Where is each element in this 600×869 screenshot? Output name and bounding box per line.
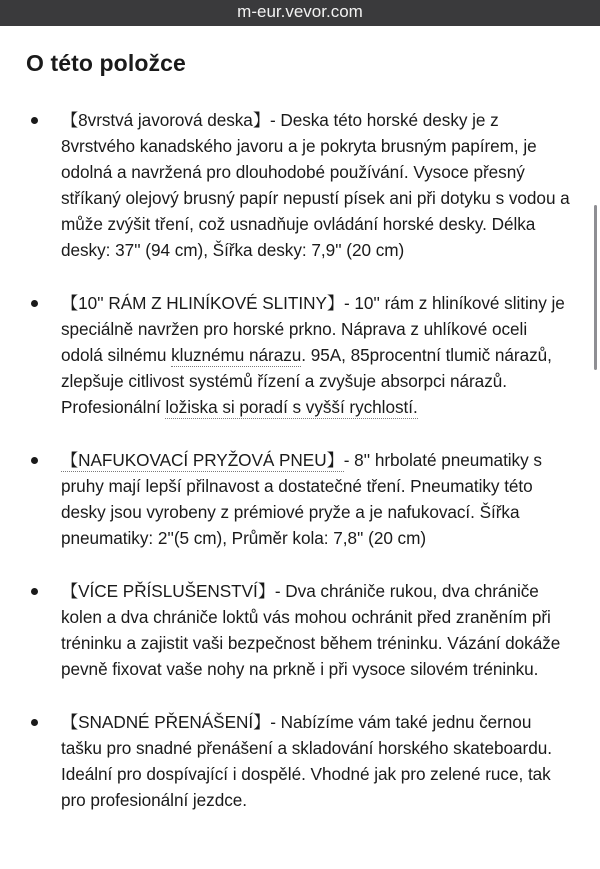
product-description	[0, 50, 600, 813]
bullet-icon	[31, 719, 38, 726]
feature-text: 【SNADNÉ PŘENÁŠENÍ】- Nabízíme vám také jednu černou tašku pro snadné přenášení a skladování horského skateboardu. Ideální pro dospívající i dospělé. Vhodné jak pro zelené ruce, tak pro profesionální jezdce.	[61, 712, 552, 810]
feature-item-tires	[26, 447, 572, 551]
bullet-icon	[31, 457, 38, 464]
feature-item-accessories	[26, 578, 572, 682]
scrollbar[interactable]	[594, 205, 597, 370]
feature-item-frame	[26, 290, 572, 420]
feature-text: 【VÍCE PŘÍSLUŠENSTVÍ】- Dva chrániče rukou, dva chrániče kolen a dva chrániče loktů vás mohou ochránit před zraněním při tréninku a zajistit vaši bezpečnost během tréninku. Vázání dokáže pevně fixovat vaše nohy na prkně i při vysoce silovém tréninku.	[61, 581, 561, 679]
feature-text: 【8vrstvá javorová deska】- Deska této horské desky je z 8vrstvého kanadského javoru a je pokryta brusným papírem, je odolná a navržená pro dlouhodobé používání. Vysoce přesný stříkaný olejový brusný papír nepustí písek ani při dotyku s vodou a může zvýšit tření, což usnadňuje ovládání horské desky. Délka desky: 37'' (94 cm), Šířka desky: 7,9'' (20 cm)	[61, 110, 570, 260]
feature-text: 【10'' RÁM Z HLINÍKOVÉ SLITINY】- 10'' rám z hliníkové slitiny je speciálně navržen pro horské prkno. Náprava z uhlíkové oceli odolá silnému	[61, 293, 565, 365]
glossary-link-tires[interactable]: 【NAFUKOVACÍ PRYŽOVÁ PNEU】	[61, 450, 344, 470]
feature-item-carry	[26, 709, 572, 813]
glossary-link-impact[interactable]: kluznému nárazu	[171, 345, 302, 365]
feature-text: - 8'' hrbolaté pneumatiky s pruhy mají lepší přilnavost a dostatečné tření. Pneumatiky této desky jsou vyrobeny z prémiové pryže a je nafukovací. Šířka pneumatiky: 2''(5 cm), Průměr kola: 7,8'' (20 cm)	[61, 450, 542, 548]
feature-text: . 95A, 85procentní tlumič nárazů, zlepšuje citlivost systémů řízení a zvyšuje absorpci nárazů. Profesionální	[61, 345, 552, 417]
bullet-icon	[31, 300, 38, 307]
glossary-link-bearings[interactable]: ložiska si poradí s vyšší rychlostí.	[165, 397, 418, 417]
bullet-icon	[31, 117, 38, 124]
bullet-icon	[31, 588, 38, 595]
feature-list	[26, 107, 572, 813]
address-bar[interactable]	[0, 0, 600, 26]
url-text: m-eur.vevor.com	[237, 2, 363, 21]
feature-item-board	[26, 107, 572, 263]
page-title: O této položce	[26, 50, 186, 76]
